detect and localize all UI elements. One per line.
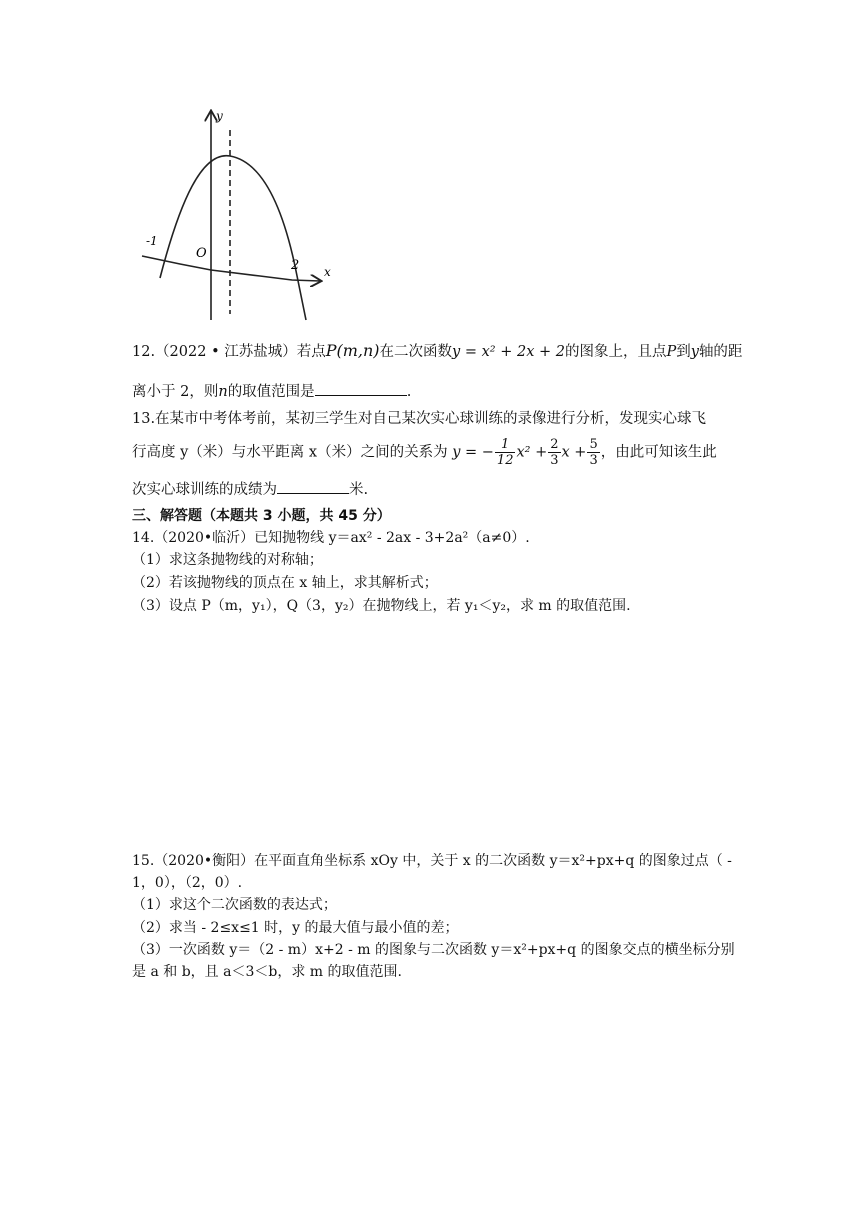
two-label: 2: [291, 258, 300, 273]
q12-y: y: [690, 344, 699, 360]
q14-part3: （3）设点 P（m，y₁），Q（3，y₂）在抛物线上，若 y₁＜y₂，求 m 的取值范围.: [132, 598, 631, 614]
q15-part1: （1）求这个二次函数的表达式；: [132, 897, 337, 913]
q12-point-expr: P(m,n): [325, 341, 380, 360]
q13-x: x +: [561, 444, 587, 461]
q13-y: y = −: [452, 444, 494, 461]
q12-text-e: 轴的距: [698, 344, 743, 360]
neg-one-label: -1: [146, 234, 158, 248]
q14-part1: （1）求这条抛物线的对称轴；: [132, 552, 323, 568]
q12-line1: [132, 341, 743, 362]
q12-text-f: 离小于 2，则: [132, 384, 219, 400]
q13-text-a: 行高度 y（米）与水平距离 x（米）之间的关系为: [132, 444, 448, 461]
q15-part3-line1: （3）一次函数 y＝（2 - m）x+2 - m 的图象与二次函数 y＝x²+px+q 的图象交点的横坐标分别: [132, 942, 735, 958]
q12-function: y = x² + 2x + 2: [452, 344, 565, 360]
origin-label: O: [196, 246, 207, 261]
q13-line1: 13.在某市中考体考前，某初三学生对自己某次实心球训练的录像进行分析，发现实心球飞: [132, 411, 707, 427]
q13-frac-3: $\frac{5}{3}$: [589, 437, 598, 468]
q12-text-g: 的取值范围是: [227, 384, 315, 400]
q13-line3: [132, 479, 740, 500]
y-axis-label: y: [216, 109, 223, 123]
q12-answer-blank[interactable]: [315, 381, 407, 396]
q13-text-c: 次实心球训练的成绩为: [132, 482, 277, 498]
q15-part2: （2）求当 - 2≤x≤1 时，y 的最大值与最小值的差；: [132, 920, 459, 936]
q15-part3-line2: 是 a 和 b，且 a＜3＜b，求 m 的取值范围.: [132, 964, 402, 980]
q13-line2: [132, 437, 740, 468]
q13-answer-blank[interactable]: [277, 479, 349, 494]
q12-end: .: [406, 384, 412, 400]
q13-frac-1: $\frac{1}{12}$: [496, 437, 514, 468]
q14-part2: （2）若该抛物线的顶点在 x 轴上，求其解析式；: [132, 575, 438, 591]
q12-text-c: 的图象上，且点: [564, 344, 667, 360]
section-3-title: 三、解答题（本题共 3 小题，共 45 分）: [132, 508, 391, 524]
function-graph-figure: [140, 106, 340, 322]
q13-frac-2: $\frac{2}{3}$: [550, 437, 559, 468]
q14-stem: 14.（2020•临沂）已知抛物线 y＝ax² - 2ax - 3+2a²（a≠0）.: [132, 530, 530, 546]
q12-text-b: 在二次函数: [379, 344, 453, 360]
q12-line2: [132, 381, 740, 402]
q12-n: n: [218, 384, 228, 400]
q13-text-b: ，由此可知该生此: [600, 444, 717, 461]
q12-text: 12.（2022 • 江苏盐城）若点: [132, 344, 326, 360]
q13-x2: x² +: [516, 444, 548, 461]
q13-text-d: 米.: [349, 482, 369, 498]
parabola-curve: [160, 156, 306, 320]
q12-text-d: 到: [676, 344, 691, 360]
q15-stem-line2: 1，0），（2，0）.: [132, 875, 243, 891]
q12-point-p: P: [666, 344, 677, 360]
q15-stem-line1: 15.（2020•衡阳）在平面直角坐标系 xOy 中，关于 x 的二次函数 y＝x²+px+q 的图象过点（ -: [132, 853, 732, 869]
x-axis-label: x: [324, 265, 331, 279]
